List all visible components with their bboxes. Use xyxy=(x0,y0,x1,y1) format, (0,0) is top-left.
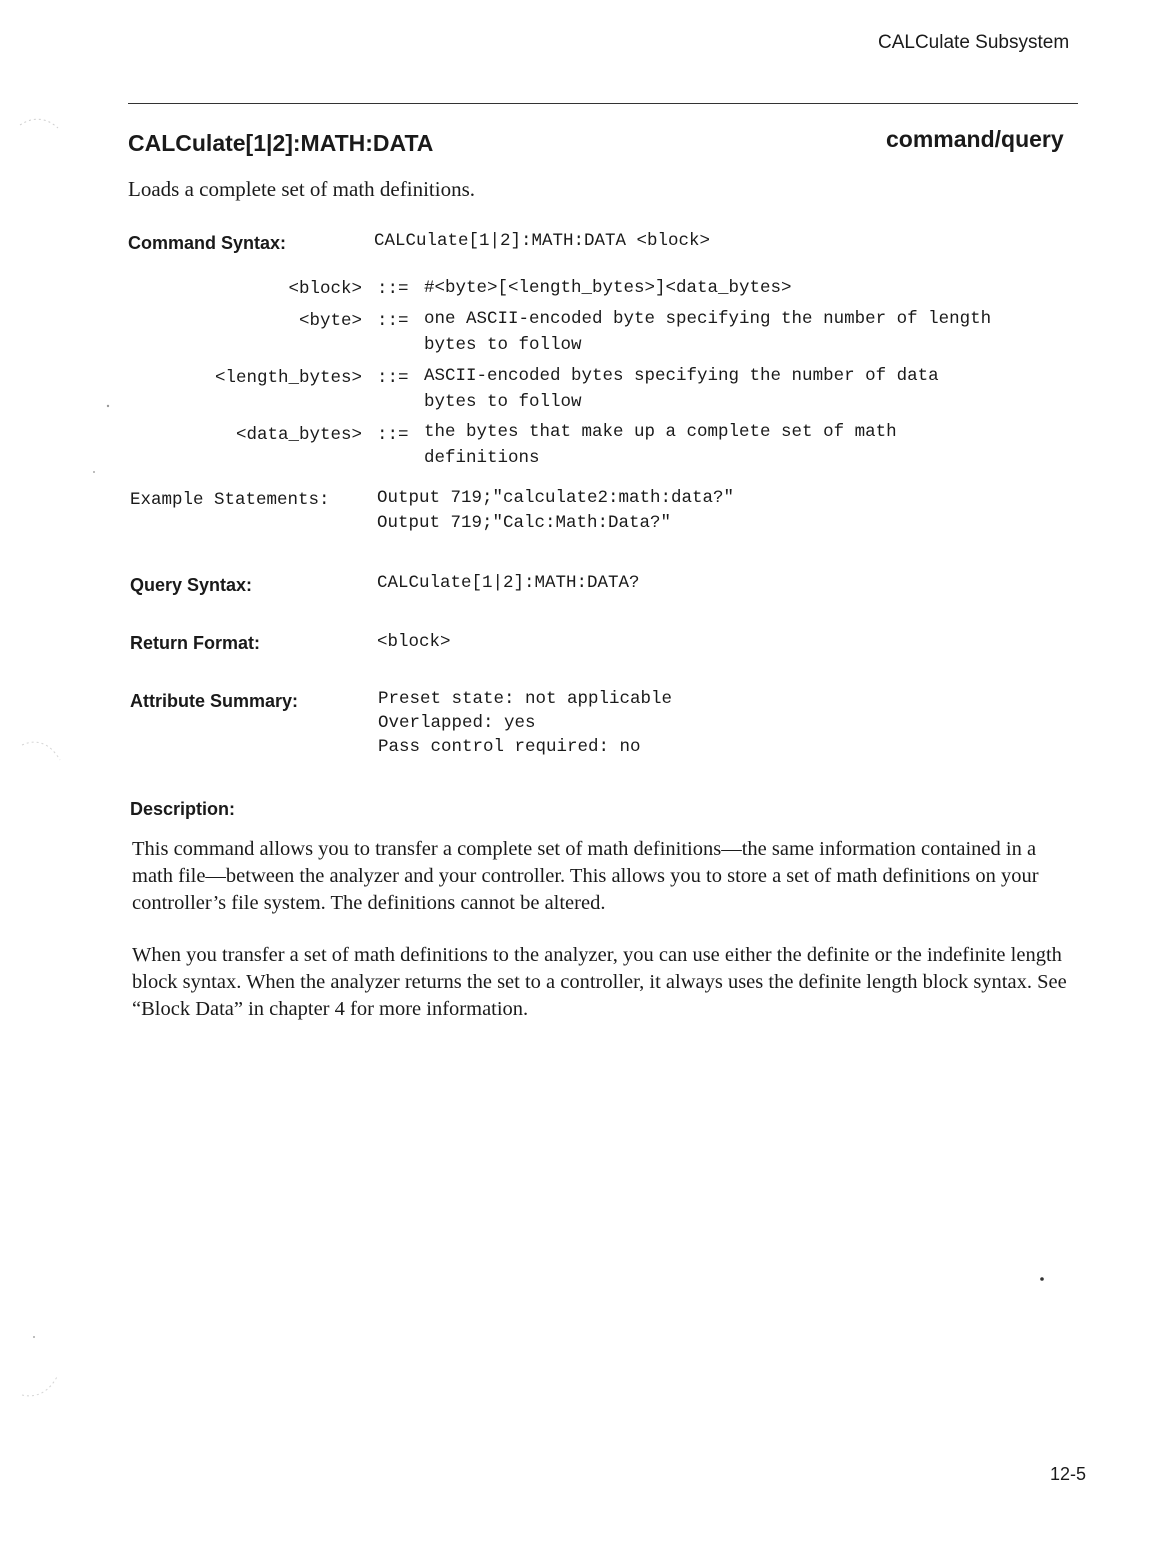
description-label: Description: xyxy=(130,799,236,819)
running-header: CALCulate Subsystem xyxy=(878,32,1070,53)
definition-text: definitions xyxy=(424,448,540,468)
attribute-line: Overlapped: yes xyxy=(378,713,536,733)
definition-text: bytes to follow xyxy=(424,392,582,412)
definition-text: ASCII-encoded bytes specifying the number of data xyxy=(424,366,939,386)
attribute-line: Pass control required: no xyxy=(378,737,641,757)
description-paragraph: This command allows you to transfer a complete set of math definitions—the same information contained in a math file—between the analyzer and your controller. This allows you to store a set of math definitions on your controller’s file system. The definitions cannot be altered. xyxy=(132,838,1039,914)
page-number: 12-5 xyxy=(1050,1464,1087,1484)
definition-operator: ::= xyxy=(377,311,409,331)
definition-operator: ::= xyxy=(377,279,409,299)
example-statement: Output 719;"calculate2:math:data?" xyxy=(377,488,735,508)
definition-name: <block> xyxy=(288,279,362,299)
return-format-value: <block> xyxy=(377,632,451,652)
definition-operator: ::= xyxy=(377,425,409,445)
attribute-line: Preset state: not applicable xyxy=(378,689,673,709)
return-format-label: Return Format: xyxy=(130,633,260,653)
query-syntax-value: CALCulate[1|2]:MATH:DATA? xyxy=(377,573,640,593)
definition-text: bytes to follow xyxy=(424,335,582,355)
command-syntax-value: CALCulate[1|2]:MATH:DATA <block> xyxy=(374,231,711,251)
description-paragraph: When you transfer a set of math definitions to the analyzer, you can use either the definite or the indefinite length block syntax. When the analyzer returns the set to a controller, it always uses the definite length block syntax. See “Block Data” in chapter 4 for more information. xyxy=(132,944,1067,1020)
definition-text: the bytes that make up a complete set of math xyxy=(424,422,897,442)
definition-name: <byte> xyxy=(298,311,362,331)
example-statement: Output 719;"Calc:Math:Data?" xyxy=(377,513,672,533)
definition-text: #<byte>[<length_bytes>]<data_bytes> xyxy=(424,278,792,298)
command-summary: Loads a complete set of math definitions. xyxy=(128,177,475,201)
definition-operator: ::= xyxy=(377,368,409,388)
definition-name: <length_bytes> xyxy=(214,368,362,388)
definition-name: <data_bytes> xyxy=(235,425,362,445)
header-rule xyxy=(128,103,1078,104)
command-syntax-label: Command Syntax: xyxy=(128,233,287,253)
example-statements-label: Example Statements: xyxy=(130,490,330,510)
command-type: command/query xyxy=(886,126,1064,152)
command-title: CALCulate[1|2]:MATH:DATA xyxy=(128,130,434,156)
query-syntax-label: Query Syntax: xyxy=(130,575,253,595)
attribute-summary-label: Attribute Summary: xyxy=(130,691,299,711)
definition-text: one ASCII-encoded byte specifying the number of length xyxy=(424,309,992,329)
